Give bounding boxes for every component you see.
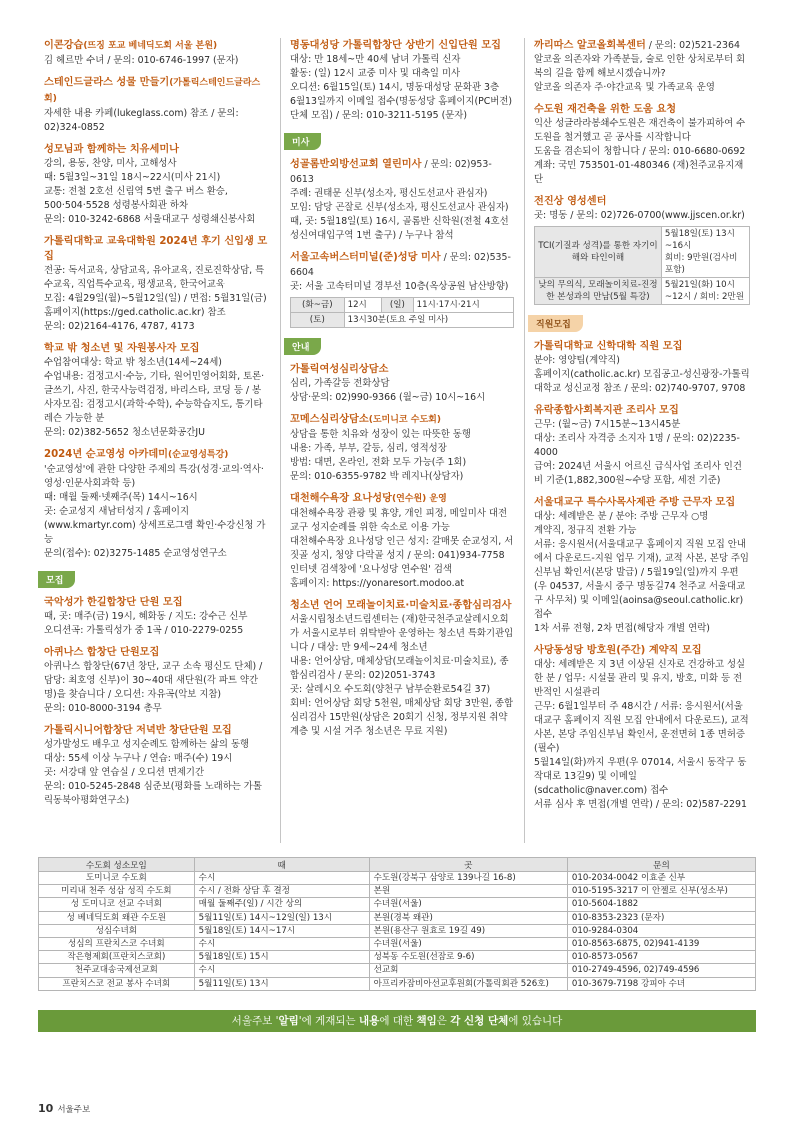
entry-title <box>44 234 269 264</box>
column-left <box>38 38 275 815</box>
table-cell: 010-5604-1882 <box>567 898 755 911</box>
entry-line: 대상: 세례받은 지 3년 이상된 신자로 건강하고 성실한 분 / 업무: 시설물 관리 및 유지, 방호, 미화 등 전반적인 시설관리 <box>534 659 746 698</box>
entry-title <box>44 645 269 660</box>
entry-title <box>44 595 269 610</box>
page-footer <box>38 1102 90 1115</box>
table-row <box>39 885 756 898</box>
table-header-cell: 수도회 성소모임 <box>39 858 195 872</box>
table-cell: 010-5195-3217 이 안젤로 신부(성소부) <box>567 885 755 898</box>
publication-name: 서울주보 <box>57 1105 91 1115</box>
notice-bold: 알림 <box>278 1015 299 1027</box>
table-cell: 선교회 <box>369 964 567 977</box>
table-cell: 5월11일(토) 13시 <box>194 977 369 990</box>
entry-line: 문의: 02)2164-4176, 4787, 4173 <box>44 321 195 332</box>
entry-title <box>290 598 514 613</box>
entry-line: 계약직, 정규직 전환 가능 <box>534 525 637 536</box>
entry-title-text: 성모님과 함께하는 치유세미나 <box>44 144 180 155</box>
notice-entry <box>534 643 750 812</box>
entry-line: 곳: 살레시오 수도회(양천구 남부순환로54길 37) <box>290 684 491 695</box>
entry-line: 대상: 55세 이상 누구나 / 연습: 매주(수) 19시 <box>44 753 233 764</box>
entry-title-text: 서울대교구 특수사목사제관 주방 근무자 모집 <box>534 497 736 508</box>
entry-title-text: 꼬메스심리상담소 <box>290 414 369 425</box>
table-cell: 매월 둘째주(일) / 시간 상의 <box>194 898 369 911</box>
entry-line: 문의: 02)382-5652 청소년문화공간JU <box>44 427 205 438</box>
entry-line: 김 헤르만 수녀 / 문의: 010-6746-1997 (문자) <box>44 55 239 66</box>
entry-title-extra: / 문의: 02)953-0613 <box>290 159 492 185</box>
table-cell: 프란치스코 전교 봉사 수녀회 <box>39 977 195 990</box>
section-tag-wrap <box>38 568 275 595</box>
mass-schedule-cell: (일) <box>382 298 413 313</box>
program-time-line: 5월18일(토) 13시~16시 <box>664 229 735 251</box>
notice-entry <box>290 412 514 484</box>
entry-line: 오디션: 6월15일(토) 14시, 명동대성당 문화관 3층 <box>290 82 500 93</box>
notice-bold: 책임 <box>416 1015 437 1027</box>
entry-line: 문의(접수): 02)3275-1485 순교영성연구소 <box>44 548 227 559</box>
table-row <box>39 937 756 950</box>
table-row <box>39 964 756 977</box>
table-cell: 본원 <box>369 885 567 898</box>
table-cell: 5월11일(토) 14시~12일(일) 13시 <box>194 911 369 924</box>
notice-entry <box>534 194 750 305</box>
entry-line: 홈페이지: https://yonaresort.modoo.at <box>290 578 465 589</box>
program-time-line: 5월21일(화) 10시~12시 / 회비: 2만원 <box>664 280 745 302</box>
column-divider <box>524 38 525 843</box>
entry-line: 방법: 대면, 온라인, 전화 모두 가능(주 1회) <box>290 457 467 468</box>
entry-title <box>290 250 514 280</box>
notice-entry <box>290 157 514 243</box>
table-cell: 수녀원(서울) <box>369 937 567 950</box>
entry-line: 문의: 010-5245-2848 심준보(평화를 노래하는 가톨릭동북아평화연구소) <box>44 781 262 806</box>
entry-line: 수업참여대상: 학교 밖 청소년(14세~24세) <box>44 357 222 368</box>
notice-text: '에 게재되는 <box>298 1015 360 1027</box>
entry-line: 강의, 용동, 찬양, 미사, 고해성사 <box>44 158 177 169</box>
entry-line: 곳: 서강대 앞 연습실 / 오디션 면제기간 <box>44 767 205 778</box>
entry-line: 내용: 언어상담, 매체상담(모래놀이치료·미술치료), 종합심리검사 / 문의: 02)2051-3743 <box>290 656 509 681</box>
notice-entry <box>534 102 750 187</box>
entry-title-text: 수도원 재건축을 위한 도움 요청 <box>534 104 677 115</box>
entry-title <box>44 341 269 356</box>
table-cell: 성심의 프란치스코 수녀회 <box>39 937 195 950</box>
entry-line: 인터넷 검색창에 '요나성당 연수원' 검색 <box>290 564 452 575</box>
notice-entry <box>290 598 514 739</box>
table-cell: 수도원(강북구 삼양로 139나길 16-8) <box>369 872 567 885</box>
entry-line: 5월14일(화)까지 우편(우 07014, 서울시 동작구 동작대로 13길9) 및 이메일(sdcatholic@naver.com) 접수 <box>534 757 747 796</box>
entry-line: 곳: 순교성지 새남터성지 / 홈페이지(www.kmartyr.com) 상세프로그램 확인·수강신청 가능 <box>44 506 266 545</box>
entry-line: 모임: 담당 곤잘로 신부(성소자, 평신도선교사 관심자) <box>290 202 509 213</box>
table-cell: 010-8353-2323 (문자) <box>567 911 755 924</box>
entry-title-text: 가톨릭여성심리상담소 <box>290 364 389 375</box>
notice-entry <box>44 595 269 638</box>
program-time-line: 회비: 9만원(검사비 포함) <box>664 253 738 275</box>
table-cell: 본원(용산구 원효로 19길 49) <box>369 924 567 937</box>
notice-entry <box>290 491 514 591</box>
notice-entry <box>44 38 269 68</box>
table-cell: 작은형제회(프란치스코회) <box>39 951 195 964</box>
entry-line: 수업내용: 검정고시·수능, 기타, 원어민영어회화, 토론·글쓰기, 사진, 한국사능력검정, 바리스타, 코딩 등 / 봉사자모집: 검정고시(과학·수학), 수능학습지도, 통기타레슨 가능한 분 <box>44 371 265 424</box>
table-body <box>39 872 756 991</box>
entry-line: 서류: 응시원서(서울대교구 홈페이지 직원 모집 안내에서 다운로드-지원 업무 기재), 교적 사본, 본당 주임신부님 확인서(본당 발급) / 5월19일(일)까지 우편(우 04537, 서울시 중구 명동길74 천주교 서울대교구 사무처) 및 이메일(aoinsa@seoul.catholic.kr) 접수 <box>534 539 749 620</box>
entry-line: 홈페이지(catholic.ac.kr) 모집공고-성신광장-가톨릭대학교 성신교정 참조 / 문의: 02)740-9707, 9708 <box>534 369 750 394</box>
table-cell: 010-2034-0042 이효준 신부 <box>567 872 755 885</box>
entry-line: 때: 5월3일~31일 18시~22시(미사 21시) <box>44 172 221 183</box>
entry-line: 알코올 의존자와 가족분들, 술로 인한 상처로부터 회복의 길을 함께 해보시겠습니까? <box>534 54 746 79</box>
section-tag-wrap <box>528 312 756 339</box>
entry-line: 상담을 통한 치유와 성장이 있는 따뜻한 동행 <box>290 429 471 440</box>
notice-entry <box>44 447 269 561</box>
program-time-cell <box>661 278 749 305</box>
entry-line: 회비: 언어상담 회당 5천원, 매체상담 회당 3만원, 종합심리검사 15만원(상담은 20회기 신청, 정부지원 취약계층 및 시설 거주 청소년은 무료 지원) <box>290 698 514 737</box>
mass-schedule-cell: 11시·17시·21시 <box>413 298 513 313</box>
section-tag: 미사 <box>284 133 321 150</box>
table-cell: 천주교대송국제선교회 <box>39 964 195 977</box>
table-cell: 010-3679-7198 강피아 수녀 <box>567 977 755 990</box>
program-name-cell: 낮의 무의식, 모래놀이치료-진정한 본성과의 만남(5월 특강) <box>535 278 662 305</box>
entry-line: 서울시립청소년드림센터는 (재)한국천주교살레시오회가 서울시로부터 위탁받아 운영하는 청소년 특화기관입니다 / 대상: 만 9세~24세 청소년 <box>290 614 514 653</box>
notice-entry <box>44 234 269 334</box>
entry-title <box>290 362 514 377</box>
entry-line: 대상: 만 18세~만 40세 남녀 가톨릭 신자 <box>290 54 461 65</box>
entry-title-sub: (뜨징 포교 베네딕도회 서울 본원) <box>83 41 218 51</box>
entry-title-text: 국악성가 한길합창단 단원 모집 <box>44 597 183 608</box>
table-cell: 수시 <box>194 937 369 950</box>
entry-title-text: 대천해수욕장 요나성당 <box>290 493 392 504</box>
notice-entry <box>534 403 750 488</box>
table-cell: 성북동 수도원(선잠로 9-6) <box>369 951 567 964</box>
entry-title-text: 명동대성당 가톨릭합창단 상반기 신입단원 모집 <box>290 40 502 51</box>
entry-line: 6월13일까지 이메일 접수(명동성당 홈페이지(PC버전) 단체 모집) / 문의: 010-3211-5195 (문자) <box>290 96 513 121</box>
mass-schedule-cell: (토) <box>291 313 345 328</box>
entry-title <box>534 194 750 209</box>
table-row <box>39 977 756 990</box>
entry-line: 아퀴나스 합창단(67년 창단, 교구 소속 평신도 단체) / 담당: 최호영 신부)이 30~40대 새단원(각 파트 약간명)을 찾습니다 / 오디션: 자유곡(악보 지참) <box>44 661 263 700</box>
entry-line: 서류 심사 후 면접(개별 연락) / 문의: 02)587-2291 <box>534 799 747 810</box>
entry-line: 대천해수욕장 관광 및 휴양, 개인 피정, 메일미사 대전교구 성지순례를 위한 숙소로 이용 가능 <box>290 508 508 533</box>
entry-line: 근무: 6월1일부터 주 48시간 / 서류: 응시원서(서울대교구 홈페이지 직원 모집 안내에서 다운로드), 교적 사본, 본당 주임신부님 확인서, 운전면허 1종 면허증(필수) <box>534 701 749 754</box>
section-tag-wrap <box>284 130 520 157</box>
entry-title-extra: / 문의: 02)535-6604 <box>290 252 511 278</box>
entry-line: 심리, 가족갈등 전화상담 <box>290 378 390 389</box>
entry-title-sub: (순교영성특강) <box>168 450 229 460</box>
entry-line: 도움을 겸손되이 청합니다 / 문의: 010-6680-0692 <box>534 146 746 157</box>
entry-title-text: 아퀴나스 합창단 단원모집 <box>44 647 160 658</box>
entry-title <box>534 38 750 53</box>
responsibility-notice <box>38 1010 756 1032</box>
entry-line: 홈페이지(https://ged.catholic.ac.kr) 참조 <box>44 307 226 318</box>
table-cell: 수시 <box>194 964 369 977</box>
entry-title-extra: / 문의: 02)521-2364 <box>645 40 740 51</box>
entry-line: 곳: 서울 고속터미널 경부선 10층(옥상공원 남산방향) <box>290 281 509 292</box>
entry-title-sub: (연수원) 운영 <box>391 494 447 504</box>
entry-line: 내용: 가족, 부부, 갈등, 심리, 영적성장 <box>290 443 447 454</box>
program-schedule-row <box>535 227 750 278</box>
entry-title-sub: (가톨릭스테인드글라스회) <box>44 78 261 104</box>
table-cell: 수녀원(서울) <box>369 898 567 911</box>
table-header-row <box>39 858 756 872</box>
mass-schedule-row <box>291 313 514 328</box>
notice-entry <box>534 339 750 396</box>
notice-entry <box>44 645 269 716</box>
entry-title-text: 스테인드글라스 성물 만들기 <box>44 77 170 88</box>
table-cell: 도미니코 수도회 <box>39 872 195 885</box>
entry-line: 주례: 권태문 신부(성소자, 평신도선교사 관심자) <box>290 188 488 199</box>
entry-title <box>534 102 750 117</box>
entry-line: 곳: 명동 / 문의: 02)726-0700(www.jjscen.or.kr) <box>534 210 745 221</box>
entry-line: 문의: 010-3242-6868 서울대교구 성령쇄신봉사회 <box>44 214 256 225</box>
notice-text: 은 <box>436 1015 451 1027</box>
entry-title <box>290 157 514 187</box>
notice-bold: 내용 <box>359 1015 380 1027</box>
entry-line: 때, 곳: 매주(금) 19시, 혜화동 / 지도: 강수근 신부 <box>44 611 248 622</box>
table-row <box>39 898 756 911</box>
entry-line: 자세한 내용 카페(lukeglass.com) 참조 / 문의: 02)324-0852 <box>44 108 239 133</box>
entry-title <box>44 142 269 157</box>
table-cell: 수시 <box>194 872 369 885</box>
table-cell: 010-8563-6875, 02)941-4139 <box>567 937 755 950</box>
table-cell: 성심수녀회 <box>39 924 195 937</box>
table-row <box>39 911 756 924</box>
table-cell: 미리내 천주 성삼 성직 수도회 <box>39 885 195 898</box>
entry-line: 오디션곡: 가톨릭성가 중 1곡 / 010-2279-0255 <box>44 625 244 636</box>
mass-schedule-cell: 12시 <box>344 298 382 313</box>
table-cell: 010-8573-0567 <box>567 951 755 964</box>
entry-title-text: 2024년 순교영성 아카데미 <box>44 449 169 460</box>
entry-line: 분야: 영양팀(계약직) <box>534 355 620 366</box>
notice-entry <box>44 142 269 227</box>
table-row <box>39 924 756 937</box>
entry-title <box>534 495 750 510</box>
program-time-cell <box>661 227 749 278</box>
page-number: 10 <box>38 1102 54 1115</box>
table-row <box>39 872 756 885</box>
entry-line: 모집: 4월29일(월)~5월12일(일) / 면접: 5월31일(금) <box>44 293 267 304</box>
entry-title <box>44 447 269 463</box>
notice-entry <box>44 75 269 135</box>
table-cell: 수시 / 전화 상담 후 결정 <box>194 885 369 898</box>
program-schedule-table <box>534 226 750 305</box>
entry-line: 알코올 의존자 주·야간교육 및 가족교육 운영 <box>534 82 715 93</box>
table-header-cell: 때 <box>194 858 369 872</box>
entry-title-sub: (도미니코 수도회) <box>368 415 441 425</box>
mass-schedule-cell: (화~금) <box>291 298 345 313</box>
entry-title-text: 서울고속버스터미널(준)성당 미사 <box>290 252 441 263</box>
entry-line: 활동: (일) 12시 교중 미사 및 대축일 미사 <box>290 68 461 79</box>
entry-line: 성가발성도 배우고 성지순례도 함께하는 삶의 동행 <box>44 739 250 750</box>
table-cell: 010-2749-4596, 02)749-4596 <box>567 964 755 977</box>
entry-title <box>290 38 514 53</box>
entry-title-text: 까리따스 알코올회복센터 <box>534 40 646 51</box>
notice-entry <box>44 723 269 808</box>
program-schedule-row <box>535 278 750 305</box>
entry-title <box>290 491 514 507</box>
entry-line: 급여: 2024년 서울시 어르신 급식사업 조리사 인건비 기준(1,882,300원~수당 포함, 세전 기준) <box>534 461 742 486</box>
table-header-cell: 곳 <box>369 858 567 872</box>
table-cell: 아프리카잠비아선교후원회(가톨릭회관 526호) <box>369 977 567 990</box>
table-cell: 본원(경북 왜관) <box>369 911 567 924</box>
notice-entry <box>534 38 750 95</box>
table-cell: 5월18일(토) 14시~17시 <box>194 924 369 937</box>
entry-title-text: 가톨릭시니어합창단 저녁반 창단단원 모집 <box>44 725 232 736</box>
vocation-meetings-table <box>38 857 756 991</box>
entry-line: 대상: 조리사 자격증 소지자 1명 / 문의: 02)2235-4000 <box>534 433 740 458</box>
entry-title-text: 성골롬반외방선교회 열린미사 <box>290 159 422 170</box>
entry-line: 계좌: 국민 753501-01-480346 (재)천주교유지재단 <box>534 160 744 185</box>
entry-title <box>290 412 514 428</box>
section-tag: 모집 <box>38 571 75 588</box>
entry-title-text: 가톨릭대학교 교육대학원 2024년 후기 신입생 모집 <box>44 236 268 262</box>
entry-title-text: 유락종합사회복지관 조리사 모집 <box>534 405 679 416</box>
table-cell: 성 베네딕도회 왜관 수도원 <box>39 911 195 924</box>
table-header-cell: 문의 <box>567 858 755 872</box>
entry-line: 문의: 010-8000-3194 총무 <box>44 703 162 714</box>
entry-title-text: 전진상 영성센터 <box>534 196 607 207</box>
section-tag: 직원모집 <box>528 315 583 332</box>
entry-line: 대천해수욕장 요나성당 인근 성지: 갈매못 순교성지, 서짓골 성지, 청양 다락골 성지 / 문의: 041)934-7758 <box>290 536 514 561</box>
table-cell: 성 도미니코 선교 수녀회 <box>39 898 195 911</box>
column-divider <box>280 38 281 843</box>
entry-line: 교통: 전철 2호선 신림역 5번 출구 버스 환승, 500·504·5528 성령봉사회관 하차 <box>44 186 228 211</box>
table-cell: 5월18일(토) 15시 <box>194 951 369 964</box>
entry-line: 1차 서류 전형, 2차 면접(해당자 개별 연락) <box>534 623 710 634</box>
entry-title <box>44 723 269 738</box>
table-cell: 010-9284-0304 <box>567 924 755 937</box>
entry-line: 때: 매월 둘째·넷째주(목) 14시~16시 <box>44 492 198 503</box>
mass-schedule-cell: 13시30분(토요 주일 미사) <box>344 313 513 328</box>
entry-title <box>534 339 750 354</box>
notice-entry <box>290 250 514 328</box>
notice-text: 에 있습니다 <box>508 1015 563 1027</box>
notice-entry <box>290 38 514 123</box>
entry-title-text: 학교 밖 청소년 및 자원봉사자 모집 <box>44 343 200 354</box>
entry-title-text: 청소년 언어 모래놀이치료·미술치료·종합심리검사 <box>290 600 512 611</box>
entry-title-text: 사당동성당 방호원(주간) 계약직 모집 <box>534 645 702 656</box>
entry-title <box>44 75 269 107</box>
entry-line: '순교영성'에 관한 다양한 주제의 특강(성경·교의·역사·영성·인문사회과학 등) <box>44 464 264 489</box>
entry-line: 때, 곳: 5월18일(토) 16시, 골롬반 신학원(전철 4호선 성신여대입구역 1번 출구) / 누구나 참석 <box>290 216 509 241</box>
column-right <box>528 38 756 819</box>
notice-text: 에 대한 <box>379 1015 417 1027</box>
entry-line: 문의: 010-6355-9782 박 레지나(상담자) <box>290 471 464 482</box>
section-tag: 안내 <box>284 338 321 355</box>
table-row <box>39 951 756 964</box>
notice-text: 서울주보 ' <box>231 1015 279 1027</box>
entry-title-text: 가톨릭대학교 신학대학 직원 모집 <box>534 341 683 352</box>
notice-entry <box>534 495 750 636</box>
notice-bold: 각 신청 단체 <box>450 1015 509 1027</box>
entry-line: 근무: (월~금) 7시15분~13시45분 <box>534 419 681 430</box>
notice-entry <box>290 362 514 405</box>
entry-line: 상담·문의: 02)990-9366 (월~금) 10시~16시 <box>290 392 486 403</box>
entry-title <box>534 643 750 658</box>
entry-line: 익산 성글라라봉쇄수도원은 재건축이 불가피하여 수도원을 철거했고 곧 공사를 시작합니다 <box>534 118 746 143</box>
program-name-cell: TCI(기질과 성격)를 통한 자기이해와 타인이해 <box>535 227 662 278</box>
entry-title-text: 이콘강습 <box>44 40 84 51</box>
mass-schedule-table <box>290 297 514 328</box>
entry-title <box>534 403 750 418</box>
entry-line: 대상: 세례받은 분 / 분야: 주방 근무자 ○명 <box>534 511 709 522</box>
notice-entry <box>44 341 269 440</box>
column-middle <box>284 38 520 746</box>
mass-schedule-row <box>291 298 514 313</box>
section-tag-wrap <box>284 335 520 362</box>
entry-line: 전공: 독서교육, 상담교육, 유아교육, 진로진학상담, 특수교육, 직업특수교육, 평생교육, 한국어교육 <box>44 265 265 290</box>
entry-title <box>44 38 269 54</box>
